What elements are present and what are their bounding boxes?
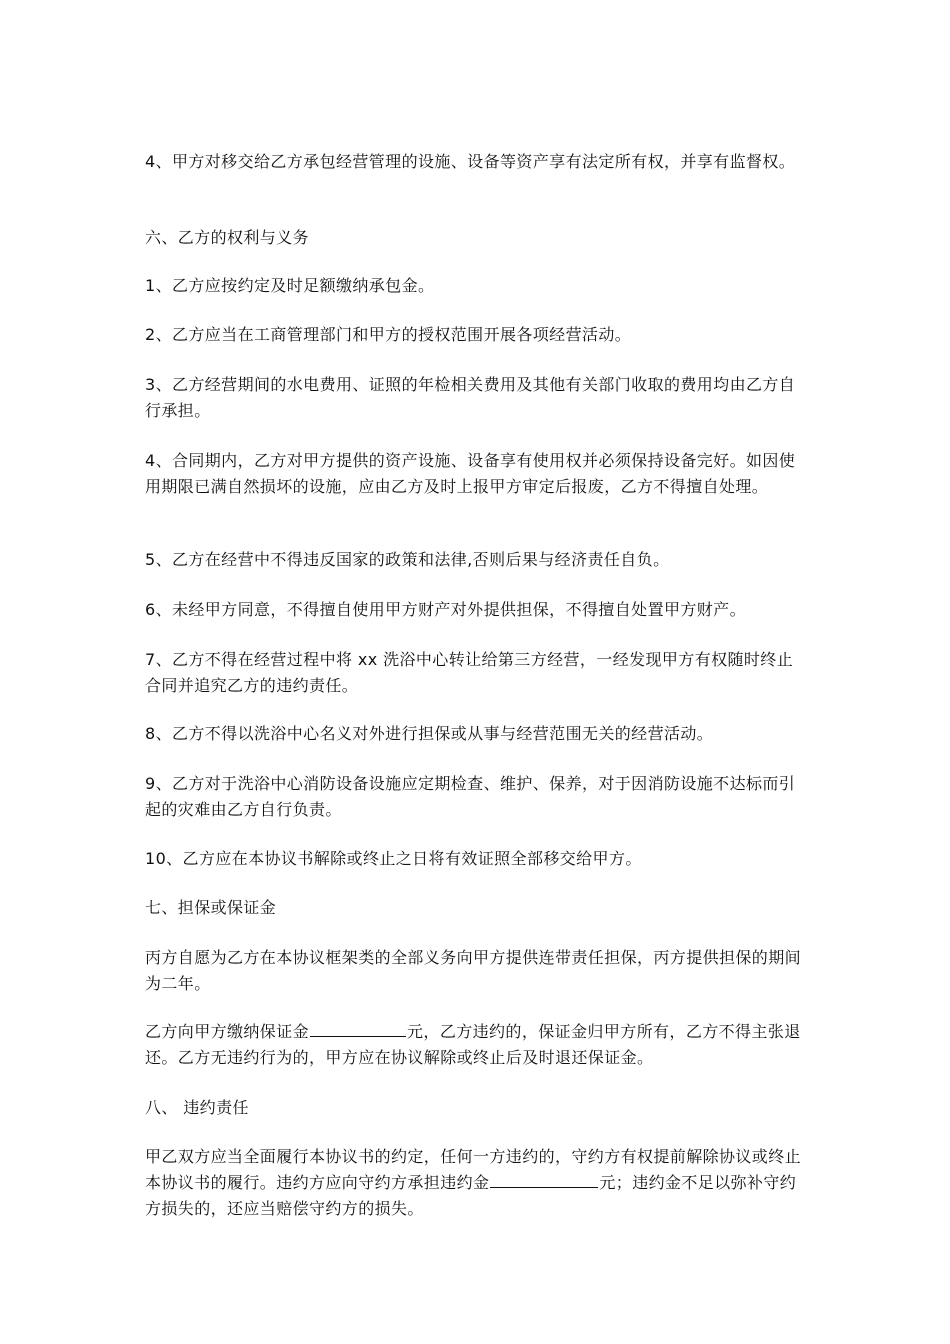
deposit-amount-blank <box>310 1019 406 1037</box>
deposit-text-after: 元，乙方违约的，保证金归甲方所有，乙方不得主张退还。乙方无违约行为的，甲方应在协议解除或终止后及时退还保证金。 <box>145 1022 801 1067</box>
deposit-paragraph <box>145 1019 809 1071</box>
section-heading-8: 八、 违约责任 <box>145 1098 249 1117</box>
deposit-text-before: 乙方向甲方缴纳保证金 <box>145 1022 310 1041</box>
clause-b6: 6、未经甲方同意，不得擅自使用甲方财产对外提供担保，不得擅自处置甲方财产。 <box>145 600 746 619</box>
guarantee-paragraph: 丙方自愿为乙方在本协议框架类的全部义务向甲方提供连带责任担保，丙方提供担保的期间为二年。 <box>145 948 802 993</box>
breach-text-before: 甲乙双方应当全面履行本协议书的约定，任何一方违约的，守约方有权提前解除协议或终止本协议书的履行。违约方应向守约方承担违约金 <box>145 1147 802 1192</box>
breach-paragraph <box>145 1144 809 1222</box>
clause-b10: 10、乙方应在本协议书解除或终止之日将有效证照全部移交给甲方。 <box>145 849 642 868</box>
clause-b5: 5、乙方在经营中不得违反国家的政策和法律,否则后果与经济责任自负。 <box>145 550 670 569</box>
clause-b3: 3、乙方经营期间的水电费用、证照的年检相关费用及其他有关部门收取的费用均由乙方自行承担。 <box>145 375 796 420</box>
clause-b2: 2、乙方应当在工商管理部门和甲方的授权范围开展各项经营活动。 <box>145 325 632 344</box>
section-heading-7: 七、担保或保证金 <box>145 898 277 917</box>
clause-b1: 1、乙方应按约定及时足额缴纳承包金。 <box>145 276 435 295</box>
clause-a4: 4、甲方对移交给乙方承包经营管理的设施、设备等资产享有法定所有权，并享有监督权。 <box>145 152 796 171</box>
penalty-amount-blank <box>490 1170 598 1188</box>
clause-b7: 7、乙方不得在经营过程中将 xx 洗浴中心转让给第三方经营，一经发现甲方有权随时终止合同并追究乙方的违约责任。 <box>145 650 794 695</box>
clause-b8: 8、乙方不得以洗浴中心名义对外进行担保或从事与经营范围无关的经营活动。 <box>145 724 714 743</box>
clause-b4: 4、合同期内，乙方对甲方提供的资产设施、设备享有使用权并必须保持设备完好。如因使用期限已满自然损坏的设施，应由乙方及时上报甲方审定后报废，乙方不得擅自处理。 <box>145 451 796 496</box>
section-heading-6: 六、乙方的权利与义务 <box>145 228 310 247</box>
breach-text-after: 元；违约金不足以弥补守约方损失的，还应当赔偿守约方的损失。 <box>145 1173 797 1218</box>
clause-b9: 9、乙方对于洗浴中心消防设备设施应定期检查、维护、保养，对于因消防设施不达标而引起的灾难由乙方自行负责。 <box>145 774 796 819</box>
